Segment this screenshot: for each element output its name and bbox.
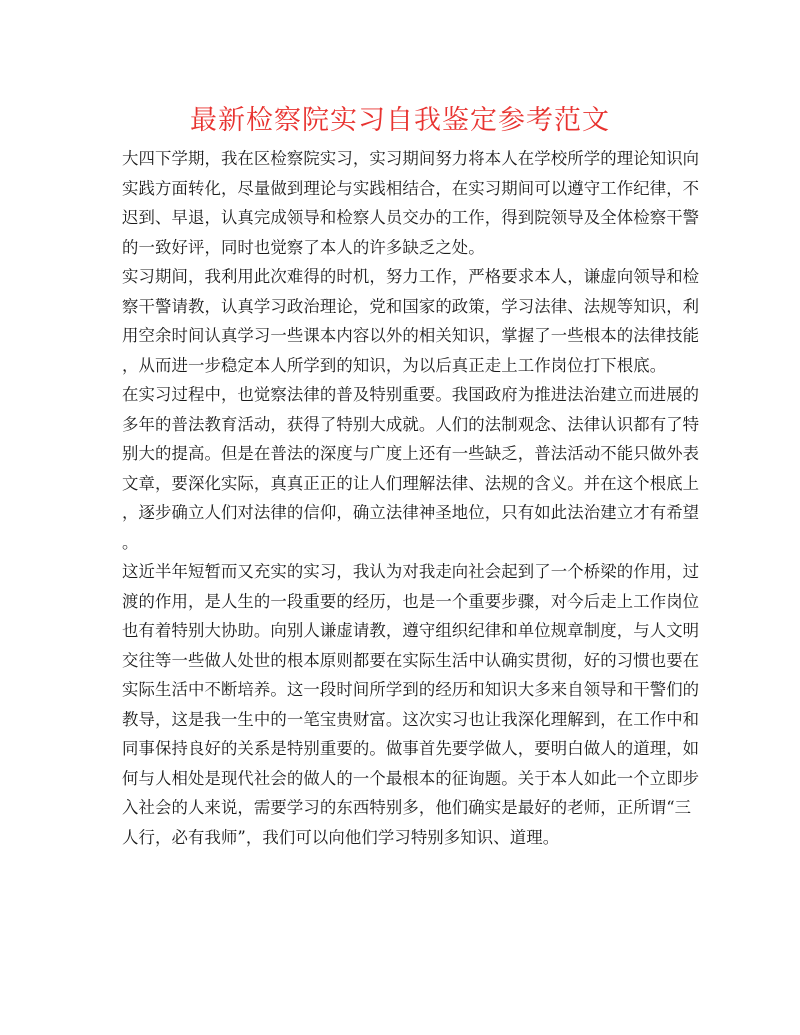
text-line: 交往等一些做人处世的根本原则都要在实际生活中认确实贯彻，好的习惯也要在 (122, 650, 700, 670)
text-line: 多年的普法教育活动，获得了特别大成就。人们的法制观念、法律认识都有了特 (122, 414, 700, 434)
text-line: 也有着特别大协助。向别人谦虚请教，遵守组织纪律和单位规章制度，与人文明 (122, 621, 700, 640)
text-line: 文章，要深化实际，真真正正的让人们理解法律、法规的含义。并在这个根底上 (122, 473, 700, 493)
text-line: 。 (122, 532, 139, 552)
text-line: ，逐步确立人们对法律的信仰，确立法律神圣地位，只有如此法治建立才有希望 (122, 503, 700, 522)
text-line: 实际生活中不断培养。这一段时间所学到的经历和知识大多来自领导和干警们的 (122, 680, 700, 699)
text-line: 入社会的人来说，需要学习的东西特别多，他们确实是最好的老师，正所谓“三 (122, 798, 692, 817)
text-line: 实践方面转化，尽量做到理论与实践相结合，在实习期间可以遵守工作纪律，不 (122, 178, 700, 198)
text-line: 察干警请教，认真学习政治理论，党和国家的政策，学习法律、法规等知识，利 (122, 296, 700, 316)
text-line: 用空余时间认真学习一些课本内容以外的相关知识，掌握了一些根本的法律技能 (122, 326, 700, 345)
text-line: 实习期间，我利用此次难得的时机，努力工作，严格要求本人，谦虚向领导和检 (122, 267, 700, 286)
text-line: 何与人相处是现代社会的做人的一个最根本的征询题。关于本人如此一个立即步 (122, 768, 700, 788)
text-line: 迟到、早退，认真完成领导和检察人员交办的工作，得到院领导及全体检察干警 (122, 208, 700, 227)
text-line: ，从而进一步稳定本人所学到的知识，为以后真正走上工作岗位打下根底。 (122, 355, 667, 375)
text-line: 大四下学期，我在区检察院实习，实习期间努力将本人在学校所学的理论知识向 (122, 149, 700, 168)
text-line: 的一致好评，同时也觉察了本人的许多缺乏之处。 (122, 237, 485, 257)
document-body (122, 144, 700, 852)
document-title: 最新检察院实习自我鉴定参考范文 (190, 105, 610, 136)
text-line: 渡的作用，是人生的一段重要的经历，也是一个重要步骤，对今后走上工作岗位 (122, 591, 700, 611)
text-line: 人行，必有我师”，我们可以向他们学习特别多知识、道理。 (122, 827, 560, 847)
text-line: 这近半年短暂而又充实的实习，我认为对我走向社会起到了一个桥梁的作用，过 (122, 562, 700, 581)
text-line: 同事保持良好的关系是特别重要的。做事首先要学做人，要明白做人的道理，如 (122, 739, 700, 758)
text-line: 别大的提高。但是在普法的深度与广度上还有一些缺乏，普法活动不能只做外表 (122, 444, 700, 463)
text-line: 教导，这是我一生中的一笔宝贵财富。这次实习也让我深化理解到，在工作中和 (122, 709, 700, 729)
text-line: 在实习过程中，也觉察法律的普及特别重要。我国政府为推进法治建立而进展的 (122, 385, 700, 404)
